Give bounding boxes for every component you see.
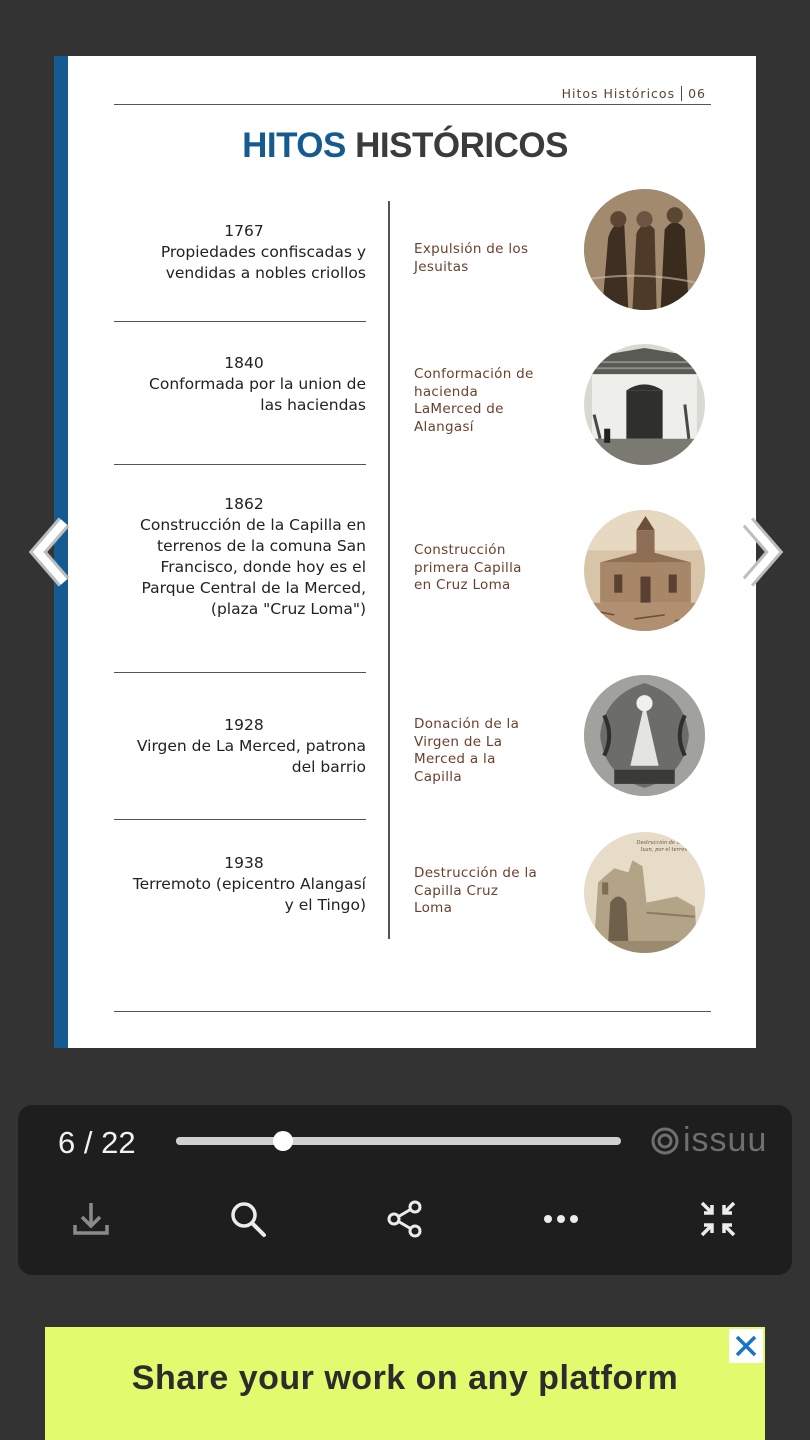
more-button[interactable] <box>541 1199 581 1239</box>
event-caption-line: Capilla <box>414 768 462 785</box>
more-icon <box>541 1199 581 1239</box>
event-description-line: Virgen de La Merced, patrona <box>136 737 366 755</box>
event-caption-line: Jesuitas <box>414 258 469 275</box>
event-caption-line: Virgen de La <box>414 733 503 750</box>
footer-rule <box>114 1011 711 1012</box>
event-year: 1928 <box>224 716 264 734</box>
chevron-left-icon <box>26 514 78 590</box>
download-button[interactable] <box>71 1199 111 1239</box>
timeline-event-text <box>114 353 366 416</box>
event-caption <box>414 716 554 786</box>
share-button[interactable] <box>385 1199 425 1239</box>
event-description-line: Terremoto (epicentro Alangasí <box>132 875 366 893</box>
exit-fullscreen-button[interactable] <box>698 1199 738 1239</box>
event-description-line: vendidas a nobles criollos <box>165 264 366 282</box>
issuu-logo-icon <box>651 1127 679 1155</box>
event-caption-line: primera Capilla <box>414 559 522 576</box>
exit-fullscreen-icon <box>698 1199 738 1239</box>
destroyed-chapel-photo <box>584 832 705 953</box>
event-description-line: y el Tingo) <box>284 896 366 914</box>
event-year: 1938 <box>224 854 264 872</box>
event-caption-line: Loma <box>414 900 453 916</box>
event-divider <box>114 819 366 820</box>
event-year: 1840 <box>224 354 264 372</box>
event-caption <box>414 542 554 595</box>
issuu-logo-text: issuu <box>683 1121 768 1159</box>
ad-text: Share your work on any platform <box>131 1359 679 1397</box>
previous-page-button[interactable] <box>26 514 78 590</box>
next-page-button[interactable] <box>734 514 786 590</box>
search-icon <box>228 1199 268 1239</box>
event-description-line: Parque Central de la Merced, <box>141 579 366 597</box>
event-divider <box>114 672 366 673</box>
event-caption-line: LaMerced de <box>414 401 504 417</box>
event-year: 1862 <box>224 495 264 513</box>
viewer-toolbar <box>18 1105 792 1275</box>
chevron-right-icon <box>734 514 786 590</box>
document-page <box>54 56 756 1048</box>
event-description-line: Propiedades confiscadas y <box>160 243 366 261</box>
page-slider-handle[interactable] <box>273 1131 293 1151</box>
search-button[interactable] <box>228 1199 268 1239</box>
timeline-event-text <box>114 853 366 916</box>
ad-banner[interactable] <box>45 1327 765 1440</box>
event-caption-line: Merced a la <box>414 751 496 767</box>
page-slider-fill <box>176 1137 283 1145</box>
event-caption <box>414 366 554 436</box>
event-description-line: Conformada por la union de <box>149 375 366 393</box>
jesuits-engraving-image <box>584 189 705 310</box>
event-caption-line: hacienda <box>414 383 479 400</box>
page-title-part2: HISTÓRICOS <box>355 126 568 165</box>
event-divider <box>114 321 366 322</box>
virgin-altar-image <box>584 675 705 796</box>
issuu-logo <box>651 1121 767 1160</box>
timeline-event-text <box>114 715 366 778</box>
event-divider <box>114 464 366 465</box>
chapel-sketch-image <box>584 510 705 631</box>
event-year: 1767 <box>224 222 264 240</box>
ad-close-button[interactable] <box>729 1329 763 1363</box>
event-caption-line: en Cruz Loma <box>414 577 511 593</box>
event-description-line: del barrio <box>291 758 366 776</box>
event-caption-line: Alangasí <box>414 418 474 435</box>
image-caption-line: Iuan, por el terremoto <box>640 847 698 854</box>
event-description-line: las haciendas <box>260 396 366 414</box>
event-caption-line: Donación de la <box>414 716 520 732</box>
event-caption <box>414 865 554 918</box>
page-slider[interactable] <box>176 1137 621 1145</box>
timeline-event-text <box>114 221 366 284</box>
event-description-line: Construcción de la Capilla en <box>140 516 366 534</box>
event-caption-line: Expulsión de los <box>414 241 529 257</box>
event-description-line: terrenos de la comuna San <box>157 537 366 555</box>
download-icon <box>71 1199 111 1239</box>
event-caption-line: Construcción <box>414 542 506 558</box>
running-head-separator <box>681 86 682 101</box>
page-title <box>54 126 756 166</box>
event-description-line: (plaza "Cruz Loma") <box>210 600 366 618</box>
event-description-line: Francisco, donde hoy es el <box>160 558 366 576</box>
page-title-part1: HITOS <box>242 126 346 165</box>
page-counter: 6 / 22 <box>58 1125 136 1160</box>
event-caption-line: Destrucción de la <box>414 865 538 881</box>
running-head <box>562 86 706 101</box>
event-caption-line: Conformación de <box>414 366 534 382</box>
running-head-section: Hitos Históricos <box>561 86 676 101</box>
event-caption-line: Capilla Cruz <box>414 882 499 899</box>
share-icon <box>385 1199 425 1239</box>
timeline-event-text <box>114 494 366 620</box>
running-head-page: 06 <box>688 86 706 101</box>
header-rule <box>114 104 711 105</box>
close-icon <box>734 1334 758 1358</box>
image-caption-line: Destrucción de la <box>636 840 682 847</box>
hacienda-gate-photo <box>584 344 705 465</box>
timeline-axis <box>388 201 390 939</box>
event-caption <box>414 241 554 276</box>
